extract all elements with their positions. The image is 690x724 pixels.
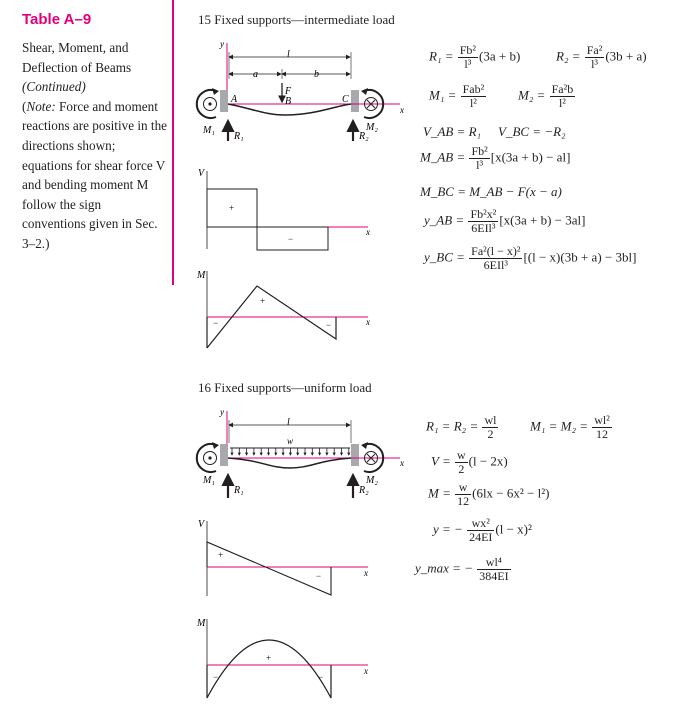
label-R1: R₁ (234, 131, 244, 142)
point-A: A (231, 94, 238, 105)
moment-minus-right: − (318, 672, 324, 682)
load-w: w (287, 436, 294, 446)
sidebar-description (22, 38, 167, 254)
right-support (351, 90, 359, 112)
dim-b: b (314, 69, 319, 80)
shear-x-label: x (364, 568, 368, 578)
case16-beam-diagram (190, 403, 420, 503)
shear-plus: + (229, 203, 235, 213)
eq-yBC: y_BC = Fa²(l − x)² 6EIl³ [(l − x)(3b + a) − 3bl] (424, 244, 637, 272)
eq-MBC: M_BC = M_AB − F(x − a) (420, 184, 562, 199)
moment-minus-left: − (213, 672, 219, 682)
eq-R2: R₂ = $\frac{\text{Fa²}}{\text{l³}}$ (3b + a) (556, 43, 647, 71)
shear-minus: − (288, 234, 294, 244)
note-label: Note: (26, 98, 56, 114)
dim-l: l (287, 417, 290, 428)
eq-Mx: M = $\frac{w}{12}$ (6lx − 6x² − l²) (428, 480, 550, 508)
eq-VBC: V_BC = −R₂ (498, 124, 566, 139)
dim-l: l (287, 49, 290, 60)
moment-arrow-left-icon (197, 90, 216, 118)
moment-x-label: x (364, 666, 368, 676)
eq-MAB: M_AB = $\frac{\text{Fb²}}{\text{l³}}$ [x(3a + b) − al] (420, 144, 571, 172)
eq-M: M₁ = M₂ = $\frac{\text{wl²}}{12}$ (530, 413, 610, 441)
udl-arrows (232, 448, 349, 455)
moment-dot-center (208, 102, 211, 105)
moment-arrowhead-left (212, 442, 219, 449)
deflected-beam (228, 458, 351, 468)
shear-plus: + (218, 550, 224, 560)
case15-title: 15 Fixed supports—intermediate load (198, 12, 395, 27)
eq-R: R₁ = R₂ = $\frac{wl}{2}$ (426, 413, 497, 441)
moment-plus: + (266, 653, 272, 663)
table-title: Table A–9 (22, 11, 92, 28)
eq-V: V = $\frac{w}{2}$ (l − 2x) (431, 448, 508, 476)
shear-V-label: V (198, 168, 205, 179)
right-support (351, 444, 359, 466)
note-text: Force and moment reactions are positive in the directions shown; equations for shear force V and bending moment M follow the sign conventions given in Sec. 3–2.) (22, 98, 168, 251)
x-label: x (400, 105, 404, 115)
moment-minus-right: − (326, 320, 332, 330)
sidebar (0, 0, 174, 285)
sidebar-note: (Note: Force and moment reactions are positive in the directions shown; equations for shear force V and bending moment M follow the sign conventions given in Sec. 3–2.) (22, 98, 168, 251)
eq-VAB: V_AB = R₁ (423, 124, 482, 139)
moment-M-label: M (197, 618, 206, 629)
point-C: C (342, 94, 349, 105)
moment-arrowhead-left (212, 88, 219, 95)
case15-shear-diagram (190, 163, 380, 258)
shear-x-label: x (366, 227, 370, 237)
moment-arrow-left-icon (197, 444, 216, 472)
label-M1: M₁ (203, 475, 215, 486)
moment-dot-center (208, 456, 211, 459)
sidebar-continued: (Continued) (22, 79, 86, 95)
left-support (220, 444, 228, 466)
eq-ymax: y_max = − $\frac{\text{wl⁴}}{384EI}$ (415, 555, 509, 583)
label-R2: R₂ (359, 485, 369, 496)
shear-minus: − (316, 571, 322, 581)
shear-line (207, 542, 331, 595)
eq-R1: R₁ = $\frac{\text{Fb²}}{\text{l³}}$ (3a + b) (429, 43, 521, 71)
eq-y: y = − $\frac{\text{wx²}}{24EI}$ (l − x)² (433, 516, 532, 544)
case15-moment-diagram (190, 266, 380, 356)
case16-title: 16 Fixed supports—uniform load (198, 380, 372, 395)
load-F: F (285, 86, 292, 97)
moment-minus-left: − (213, 318, 219, 328)
eq-yAB: y_AB = Fb²x² 6EIl³ [x(3a + b) − 3al] (424, 207, 586, 235)
case15-beam-diagram (190, 35, 420, 150)
label-R1: R₁ (234, 485, 244, 496)
moment-arrowhead-right (361, 442, 368, 449)
label-M2: M₂ (366, 475, 378, 486)
label-R2: R₂ (359, 131, 369, 142)
left-support (220, 90, 228, 112)
x-label: x (400, 458, 404, 468)
eq-M1: M₁ = Fab² l² (429, 82, 485, 110)
moment-arrowhead-right (361, 88, 368, 95)
moment-plus: + (260, 296, 266, 306)
case16-shear-diagram (190, 516, 380, 606)
label-M1: M₁ (203, 125, 215, 136)
eq-M2: M₂ = $\frac{\text{Fa²b}}{\text{l²}}$ (518, 82, 574, 110)
moment-M-label: M (197, 270, 206, 281)
moment-curve (207, 640, 331, 698)
sidebar-heading: Shear, Moment, and Deflection of Beams (22, 40, 132, 75)
case16-moment-diagram (190, 614, 380, 704)
shear-V-label: V (198, 519, 205, 530)
moment-x-label: x (366, 317, 370, 327)
y-label: y (220, 407, 224, 417)
dim-a: a (253, 69, 258, 80)
y-label: y (220, 39, 224, 49)
label-M2: M₂ (366, 122, 378, 133)
point-B: B (285, 96, 292, 107)
